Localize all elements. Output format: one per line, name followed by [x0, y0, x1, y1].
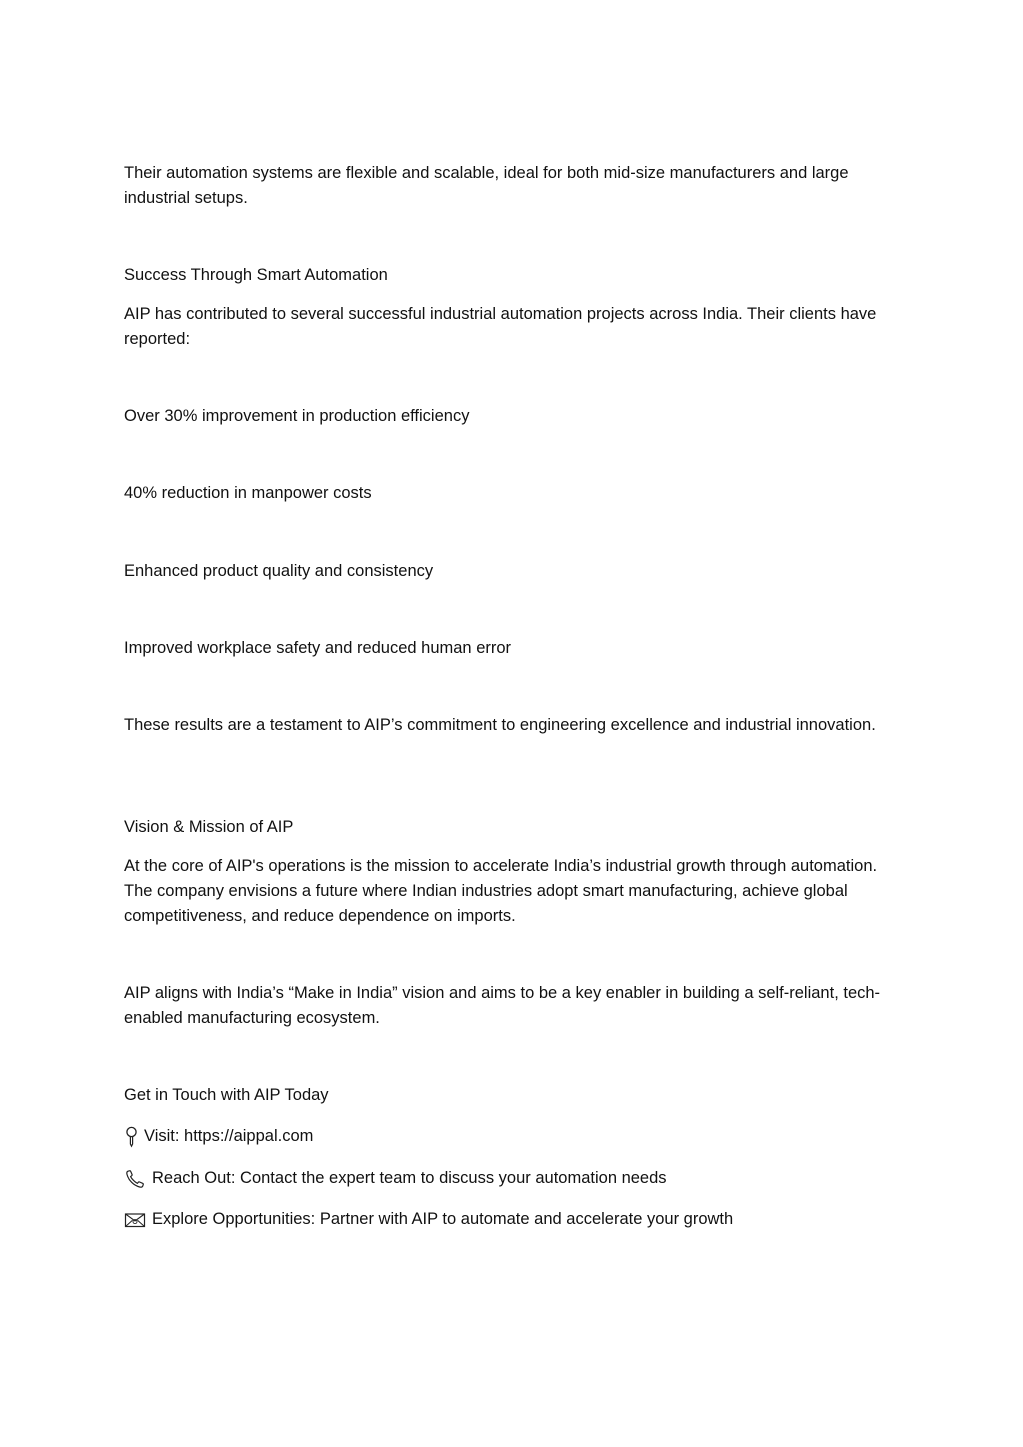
- paragraph-testament: These results are a testament to AIP’s commitment to engineering excellence and industrial innovation.: [124, 716, 876, 734]
- contact-explore-text: Explore Opportunities: Partner with AIP to automate and accelerate your growth: [152, 1210, 734, 1228]
- result-item-manpower: 40% reduction in manpower costs: [124, 484, 372, 502]
- phone-icon: [124, 1168, 146, 1190]
- heading-get-in-touch: Get in Touch with AIP Today: [124, 1086, 329, 1104]
- envelope-icon: [124, 1209, 146, 1231]
- paragraph-aip-contributed: AIP has contributed to several successful industrial automation projects across India. Their clients have reported:: [124, 305, 877, 348]
- pin-icon: [124, 1126, 139, 1148]
- result-item-efficiency: Over 30% improvement in production efficiency: [124, 407, 470, 425]
- contact-reach-out-text: Reach Out: Contact the expert team to discuss your automation needs: [152, 1169, 667, 1187]
- paragraph-make-in-india: AIP aligns with India’s “Make in India” vision and aims to be a key enabler in building a self-reliant, tech-enabled manufacturing ecosystem.: [124, 984, 881, 1027]
- heading-success-through-smart-automation: Success Through Smart Automation: [124, 266, 388, 284]
- paragraph-automation-systems: Their automation systems are flexible and scalable, ideal for both mid-size manufacturers and large industrial setups.: [124, 164, 849, 207]
- result-item-quality: Enhanced product quality and consistency: [124, 562, 434, 580]
- contact-visit: [124, 1124, 894, 1149]
- contact-visit-text[interactable]: Visit: https://aippal.com: [144, 1127, 314, 1145]
- contact-reach-out: [124, 1166, 894, 1191]
- heading-vision-mission: Vision & Mission of AIP: [124, 818, 294, 836]
- result-item-safety: Improved workplace safety and reduced human error: [124, 639, 512, 657]
- paragraph-mission: At the core of AIP's operations is the mission to accelerate India’s industrial growth through automation. The company envisions a future where Indian industries adopt smart manufacturing, achieve global competitiveness, and reduce dependence on imports.: [124, 857, 878, 925]
- contact-explore: [124, 1207, 894, 1232]
